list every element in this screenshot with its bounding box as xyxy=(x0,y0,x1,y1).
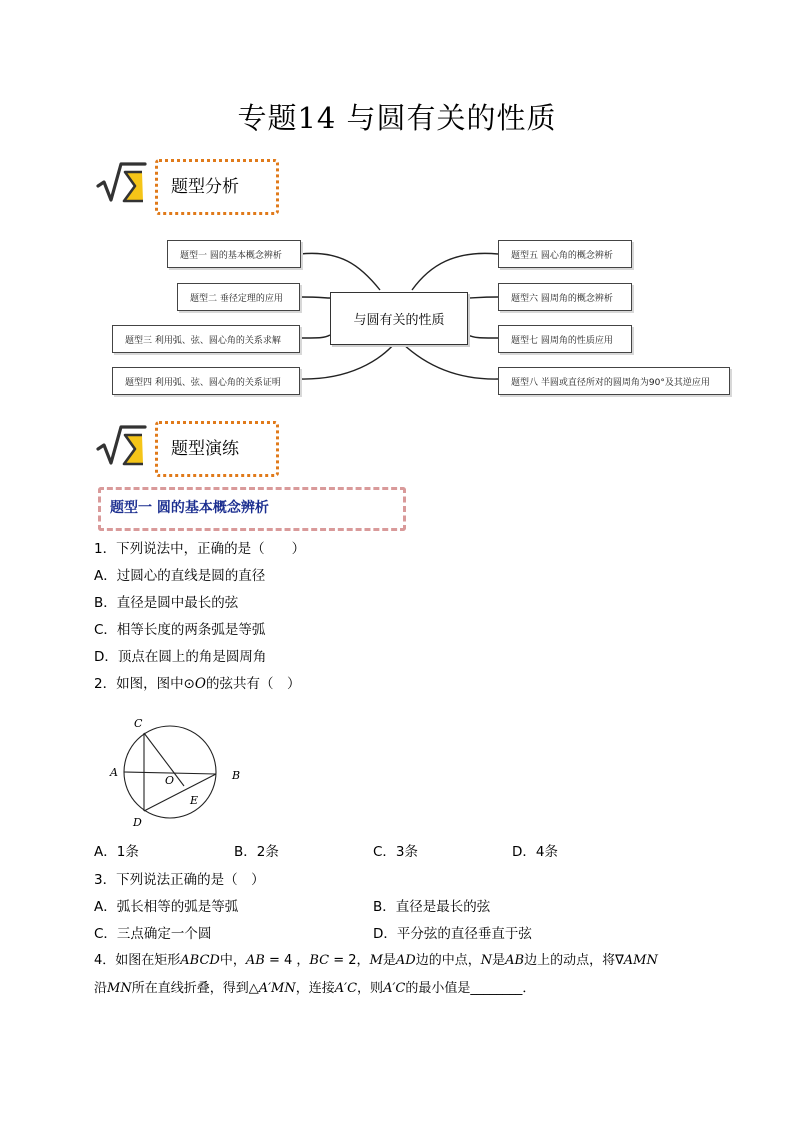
mindmap-left-3: 题型三 利用弧、弦、圆心角的关系求解 xyxy=(112,325,300,353)
q4-text: 边上的动点，将∇ xyxy=(524,953,624,968)
mindmap-right-5: 题型五 圆心角的概念辨析 xyxy=(498,240,632,268)
q1-stem: 1．下列说法中，正确的是（ ） xyxy=(94,541,306,557)
q4-text: 边的中点， xyxy=(415,953,481,968)
q4-text: ，则 xyxy=(357,981,384,996)
q2-stem xyxy=(94,676,300,692)
mindmap-left-4: 题型四 利用弧、弦、圆心角的关系证明 xyxy=(112,367,300,395)
q3-option-a: A．弧长相等的弧是等弧 xyxy=(94,899,239,915)
q4-var: ABCD xyxy=(180,953,220,968)
q4-text: = 2， xyxy=(329,953,370,968)
q3-option-c: C．三点确定一个圆 xyxy=(94,926,212,942)
q4-var: AB xyxy=(245,953,265,968)
label-a: A xyxy=(110,766,118,779)
q2-stem-before: 2．如图，图中⊙ xyxy=(94,676,195,692)
q4-var: A′C xyxy=(334,981,358,996)
q4-var: MN xyxy=(107,981,132,996)
q1-option-b: B．直径是圆中最长的弦 xyxy=(94,595,239,611)
sqrt-sigma-icon xyxy=(95,160,147,208)
q4-text: = 4 ， xyxy=(264,953,310,968)
label-b: B xyxy=(232,769,241,782)
q2-option-b: B．2条 xyxy=(234,844,279,860)
q4-var: A′MN xyxy=(258,981,296,996)
sqrt-sigma-icon xyxy=(95,423,147,471)
q2-stem-after: 的弦共有（ ） xyxy=(205,676,301,692)
q4-var: BC xyxy=(309,953,330,968)
q4-text: 是 xyxy=(492,953,506,968)
mindmap-right-7: 题型七 圆周角的性质应用 xyxy=(498,325,632,353)
q4-text: 是 xyxy=(382,953,396,968)
section-practice-label: 题型演练 xyxy=(171,439,239,459)
q4-var: AB xyxy=(505,953,525,968)
q4-text: 中， xyxy=(219,953,246,968)
q2-option-d: D．4条 xyxy=(512,844,558,860)
mindmap-right-8: 题型八 半圆或直径所对的圆周角为90°及其逆应用 xyxy=(498,367,730,395)
mindmap-right-6: 题型六 圆周角的概念辨析 xyxy=(498,283,632,311)
q1-option-a: A．过圆心的直线是圆的直径 xyxy=(94,568,266,584)
q4-text: ，连接 xyxy=(295,981,335,996)
mindmap-left-1: 题型一 圆的基本概念辨析 xyxy=(167,240,301,268)
q4-var: M xyxy=(369,953,383,968)
page-title: 专题14 与圆有关的性质 xyxy=(237,101,557,135)
section-analysis-label: 题型分析 xyxy=(171,177,239,197)
q4-var: AMN xyxy=(623,953,658,968)
q4-text: 4．如图在矩形 xyxy=(94,953,181,968)
label-c: C xyxy=(134,717,143,730)
q2-option-c: C．3条 xyxy=(373,844,419,860)
q4-text: 沿 xyxy=(94,981,108,996)
q4-line-1 xyxy=(94,953,658,969)
mindmap-left-2: 题型二 垂径定理的应用 xyxy=(177,283,300,311)
q4-answer-blank: 的最小值是________． xyxy=(405,981,536,996)
type-label: 题型一 圆的基本概念辨析 xyxy=(110,500,269,516)
q2-stem-o: O xyxy=(194,676,206,692)
segment-ce xyxy=(144,733,184,786)
label-d: D xyxy=(133,816,142,829)
q3-option-d: D．平分弦的直径垂直于弦 xyxy=(373,926,532,942)
mindmap-center: 与圆有关的性质 xyxy=(330,292,468,345)
chord-db xyxy=(144,774,216,811)
q3-stem: 3．下列说法正确的是（ ） xyxy=(94,872,265,888)
q1-option-d: D．顶点在圆上的角是圆周角 xyxy=(94,649,267,665)
circle-figure xyxy=(105,712,255,832)
q4-var: A′C xyxy=(383,981,406,996)
q4-var: N xyxy=(480,953,493,968)
q1-option-c: C．相等长度的两条弧是等弧 xyxy=(94,622,266,638)
label-o: O xyxy=(165,774,175,787)
q4-var: AD xyxy=(395,953,416,968)
label-e: E xyxy=(190,794,199,807)
q2-option-a: A．1条 xyxy=(94,844,139,860)
q3-option-b: B．直径是最长的弦 xyxy=(373,899,491,915)
q4-line-2 xyxy=(94,981,535,997)
q4-text: 所在直线折叠，得到△ xyxy=(131,981,259,996)
